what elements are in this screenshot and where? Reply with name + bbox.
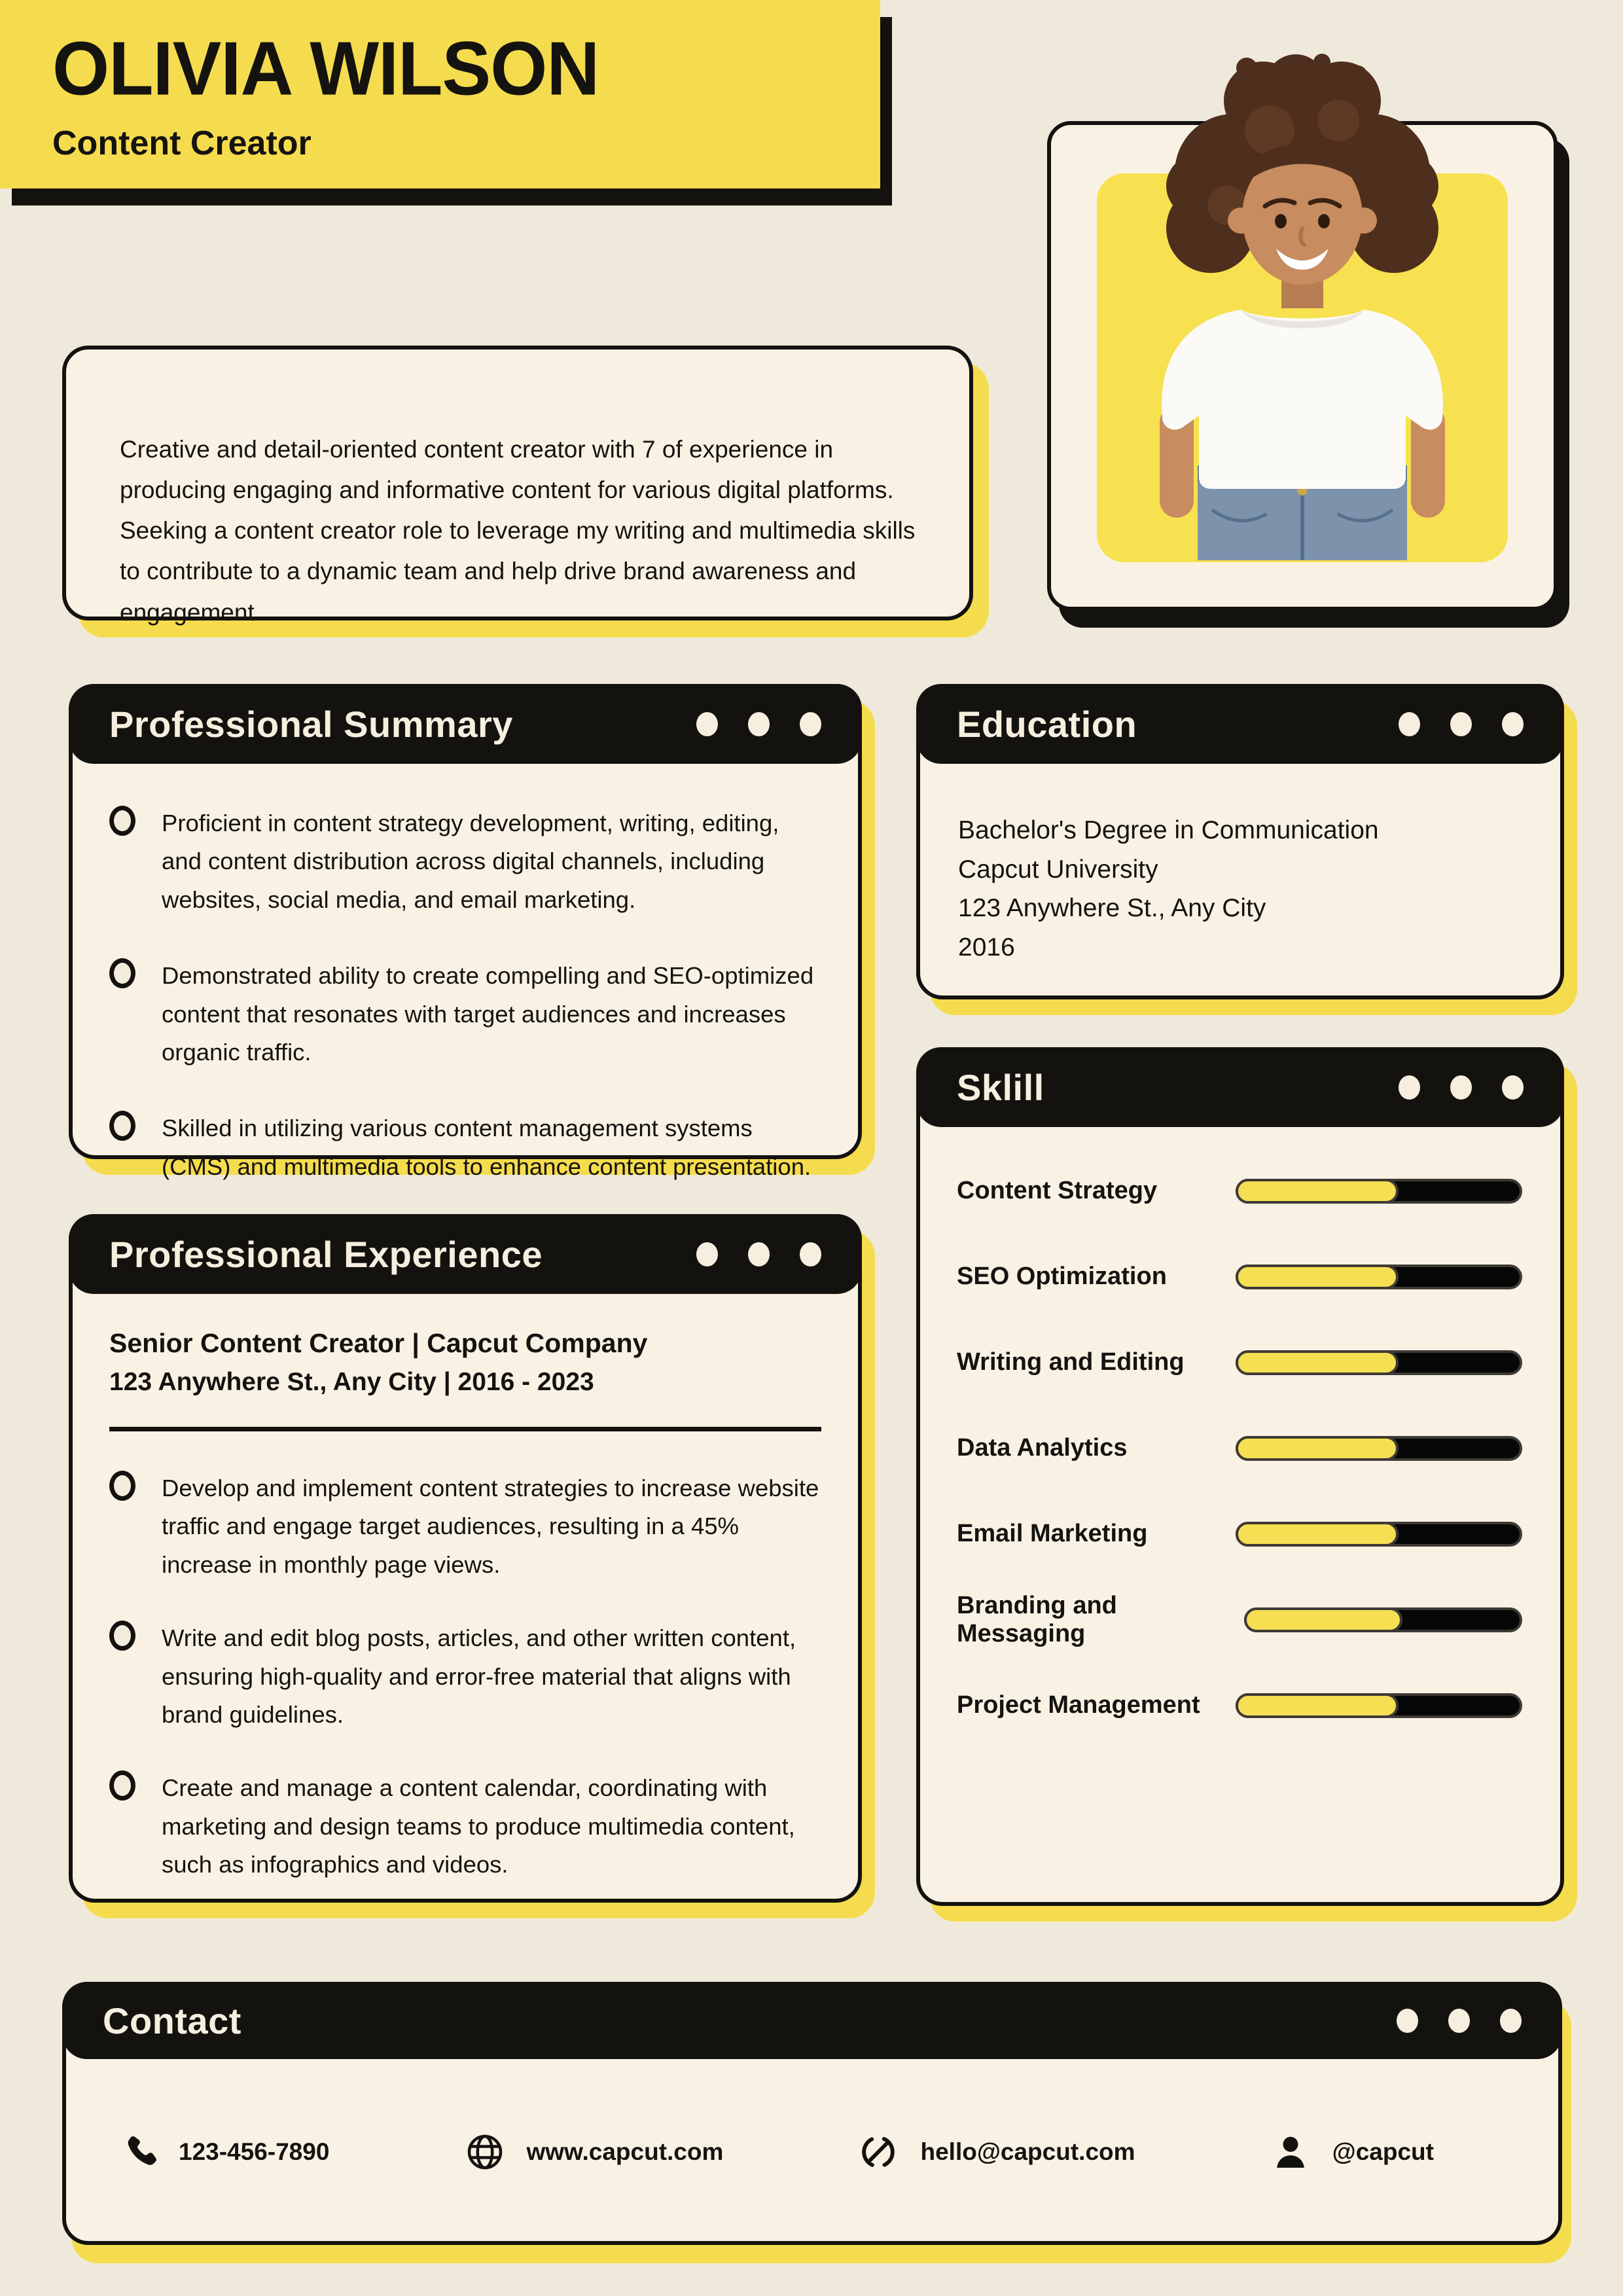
- phone-icon: [120, 2133, 158, 2171]
- contact-email[interactable]: [857, 2131, 1135, 2173]
- contact-label: @capcut: [1332, 2138, 1434, 2165]
- section-title: Professional Summary: [109, 703, 513, 745]
- window-dots: [1399, 1075, 1524, 1100]
- skill-label: Branding and Messaging: [957, 1591, 1117, 1647]
- skill-bar: [1236, 1522, 1522, 1547]
- skill-bar-fill: [1244, 1607, 1402, 1632]
- section-header: [69, 1214, 862, 1294]
- skill-row: [957, 1148, 1522, 1234]
- skill-bar-fill: [1236, 1179, 1399, 1204]
- window-dot: [1502, 1075, 1524, 1100]
- window-dots: [696, 712, 821, 736]
- photo-card: [1047, 121, 1558, 611]
- window-dots: [1399, 712, 1524, 736]
- skill-row: [957, 1319, 1522, 1405]
- window-dot: [1450, 712, 1472, 736]
- skill-bar: [1236, 1436, 1522, 1461]
- education-address: 123 Anywhere St., Any City: [958, 894, 1266, 923]
- list-item: [109, 1469, 821, 1584]
- professional-summary-card: [69, 684, 862, 1180]
- contact-social[interactable]: [1270, 2131, 1434, 2173]
- window-dot: [1450, 1075, 1472, 1100]
- skill-row: [957, 1234, 1522, 1319]
- skill-bar: [1236, 1350, 1522, 1375]
- window-dot: [1448, 2009, 1470, 2033]
- skill-label: SEO Optimization: [957, 1263, 1167, 1290]
- education-school: Capcut University: [958, 855, 1158, 884]
- intro-card: [62, 346, 973, 626]
- window-dots: [696, 1242, 821, 1266]
- window-dots: [1397, 2009, 1522, 2033]
- window-dot: [800, 712, 821, 736]
- list-item: [109, 1109, 821, 1186]
- bullet-ring-icon: [109, 806, 135, 836]
- globe-icon: [464, 2131, 506, 2173]
- skill-bar: [1236, 1265, 1522, 1289]
- link-icon: [857, 2131, 899, 2173]
- window-dot: [748, 1242, 770, 1266]
- skill-bar-fill: [1236, 1436, 1399, 1461]
- skill-row: [957, 1405, 1522, 1491]
- education-year: 2016: [958, 933, 1015, 961]
- skill-bar: [1236, 1179, 1522, 1204]
- bullet-ring-icon: [109, 1621, 135, 1651]
- section-title: Education: [957, 703, 1137, 745]
- person-name: OLIVIA WILSON: [52, 26, 599, 111]
- skill-bar-fill: [1236, 1350, 1399, 1375]
- contact-website[interactable]: [464, 2131, 724, 2173]
- contact-label: hello@capcut.com: [920, 2138, 1135, 2165]
- bullet-ring-icon: [109, 1770, 135, 1801]
- experience-role-line: Senior Content Creator | Capcut Company: [109, 1328, 648, 1358]
- person-role: Content Creator: [52, 124, 312, 162]
- skill-label: Content Strategy: [957, 1177, 1158, 1204]
- skill-row: [957, 1662, 1522, 1748]
- skill-label: Email Marketing: [957, 1520, 1148, 1547]
- skill-label: Data Analytics: [957, 1434, 1128, 1462]
- bullet-ring-icon: [109, 958, 135, 988]
- contact-card: [62, 1982, 1562, 2245]
- skill-row: [957, 1577, 1522, 1662]
- bullet-ring-icon: [109, 1471, 135, 1501]
- bullet-text: Create and manage a content calendar, coordinating with marketing and design teams to produce multimedia content, such as infographics and videos.: [162, 1774, 795, 1878]
- bullet-text: Develop and implement content strategies to increase website traffic and engage target audiences, resulting in a 45% increase in monthly page views.: [162, 1475, 819, 1578]
- divider: [109, 1427, 821, 1431]
- bullet-text: Write and edit blog posts, articles, and other written content, ensuring high-quality and error-free material that aligns with brand guidelines.: [162, 1624, 796, 1728]
- window-dot: [696, 712, 718, 736]
- window-dot: [748, 712, 770, 736]
- name-header-card: [0, 0, 880, 188]
- contact-label: 123-456-7890: [179, 2138, 330, 2165]
- list-item: [109, 1769, 821, 1884]
- skill-bar-fill: [1236, 1693, 1399, 1718]
- section-header: [916, 1047, 1564, 1127]
- education-card: [916, 684, 1564, 999]
- list-item: [109, 1619, 821, 1734]
- skill-label: Writing and Editing: [957, 1348, 1185, 1376]
- window-dot: [1399, 712, 1420, 736]
- window-dot: [696, 1242, 718, 1266]
- section-header: [62, 1982, 1562, 2059]
- professional-experience-card: [69, 1214, 862, 1903]
- window-dot: [800, 1242, 821, 1266]
- section-title: Sklill: [957, 1066, 1044, 1108]
- skill-bar: [1236, 1693, 1522, 1718]
- bullet-ring-icon: [109, 1111, 135, 1141]
- skill-row: [957, 1491, 1522, 1577]
- bullet-text: Skilled in utilizing various content management systems (CMS) and multimedia tools to enhance content presentation.: [162, 1115, 812, 1180]
- section-title: Contact: [103, 2000, 241, 2041]
- section-header: [69, 684, 862, 764]
- section-title: Professional Experience: [109, 1233, 543, 1275]
- experience-meta-line: 123 Anywhere St., Any City | 2016 - 2023: [109, 1368, 594, 1396]
- skill-bar-fill: [1236, 1265, 1399, 1289]
- intro-text: Creative and detail-oriented content creator with 7 of experience in producing engaging and informative content for various digital platforms. Seeking a content creator role to leverage my writing and multimedia skills to contribute to a dynamic team and help drive brand awareness and engagement.: [120, 436, 916, 626]
- skill-label: Project Management: [957, 1691, 1200, 1719]
- bullet-text: Demonstrated ability to create compelling and SEO-optimized content that resonates with target audiences and increases organic traffic.: [162, 962, 814, 1066]
- window-dot: [1397, 2009, 1418, 2033]
- education-degree: Bachelor's Degree in Communication: [958, 816, 1379, 844]
- window-dot: [1399, 1075, 1420, 1100]
- window-dot: [1500, 2009, 1522, 2033]
- skill-bar-fill: [1236, 1522, 1399, 1547]
- section-header: [916, 684, 1564, 764]
- skill-bar: [1244, 1607, 1522, 1632]
- list-item: [109, 804, 821, 919]
- contact-phone[interactable]: [120, 2133, 329, 2171]
- user-icon: [1270, 2131, 1311, 2173]
- portrait-illustration: [1099, 52, 1505, 560]
- skills-card: [916, 1047, 1564, 1906]
- bullet-text: Proficient in content strategy development, writing, editing, and content distribution across digital channels, including websites, social media, and email marketing.: [162, 810, 779, 913]
- window-dot: [1502, 712, 1524, 736]
- list-item: [109, 957, 821, 1071]
- contact-label: www.capcut.com: [526, 2138, 724, 2165]
